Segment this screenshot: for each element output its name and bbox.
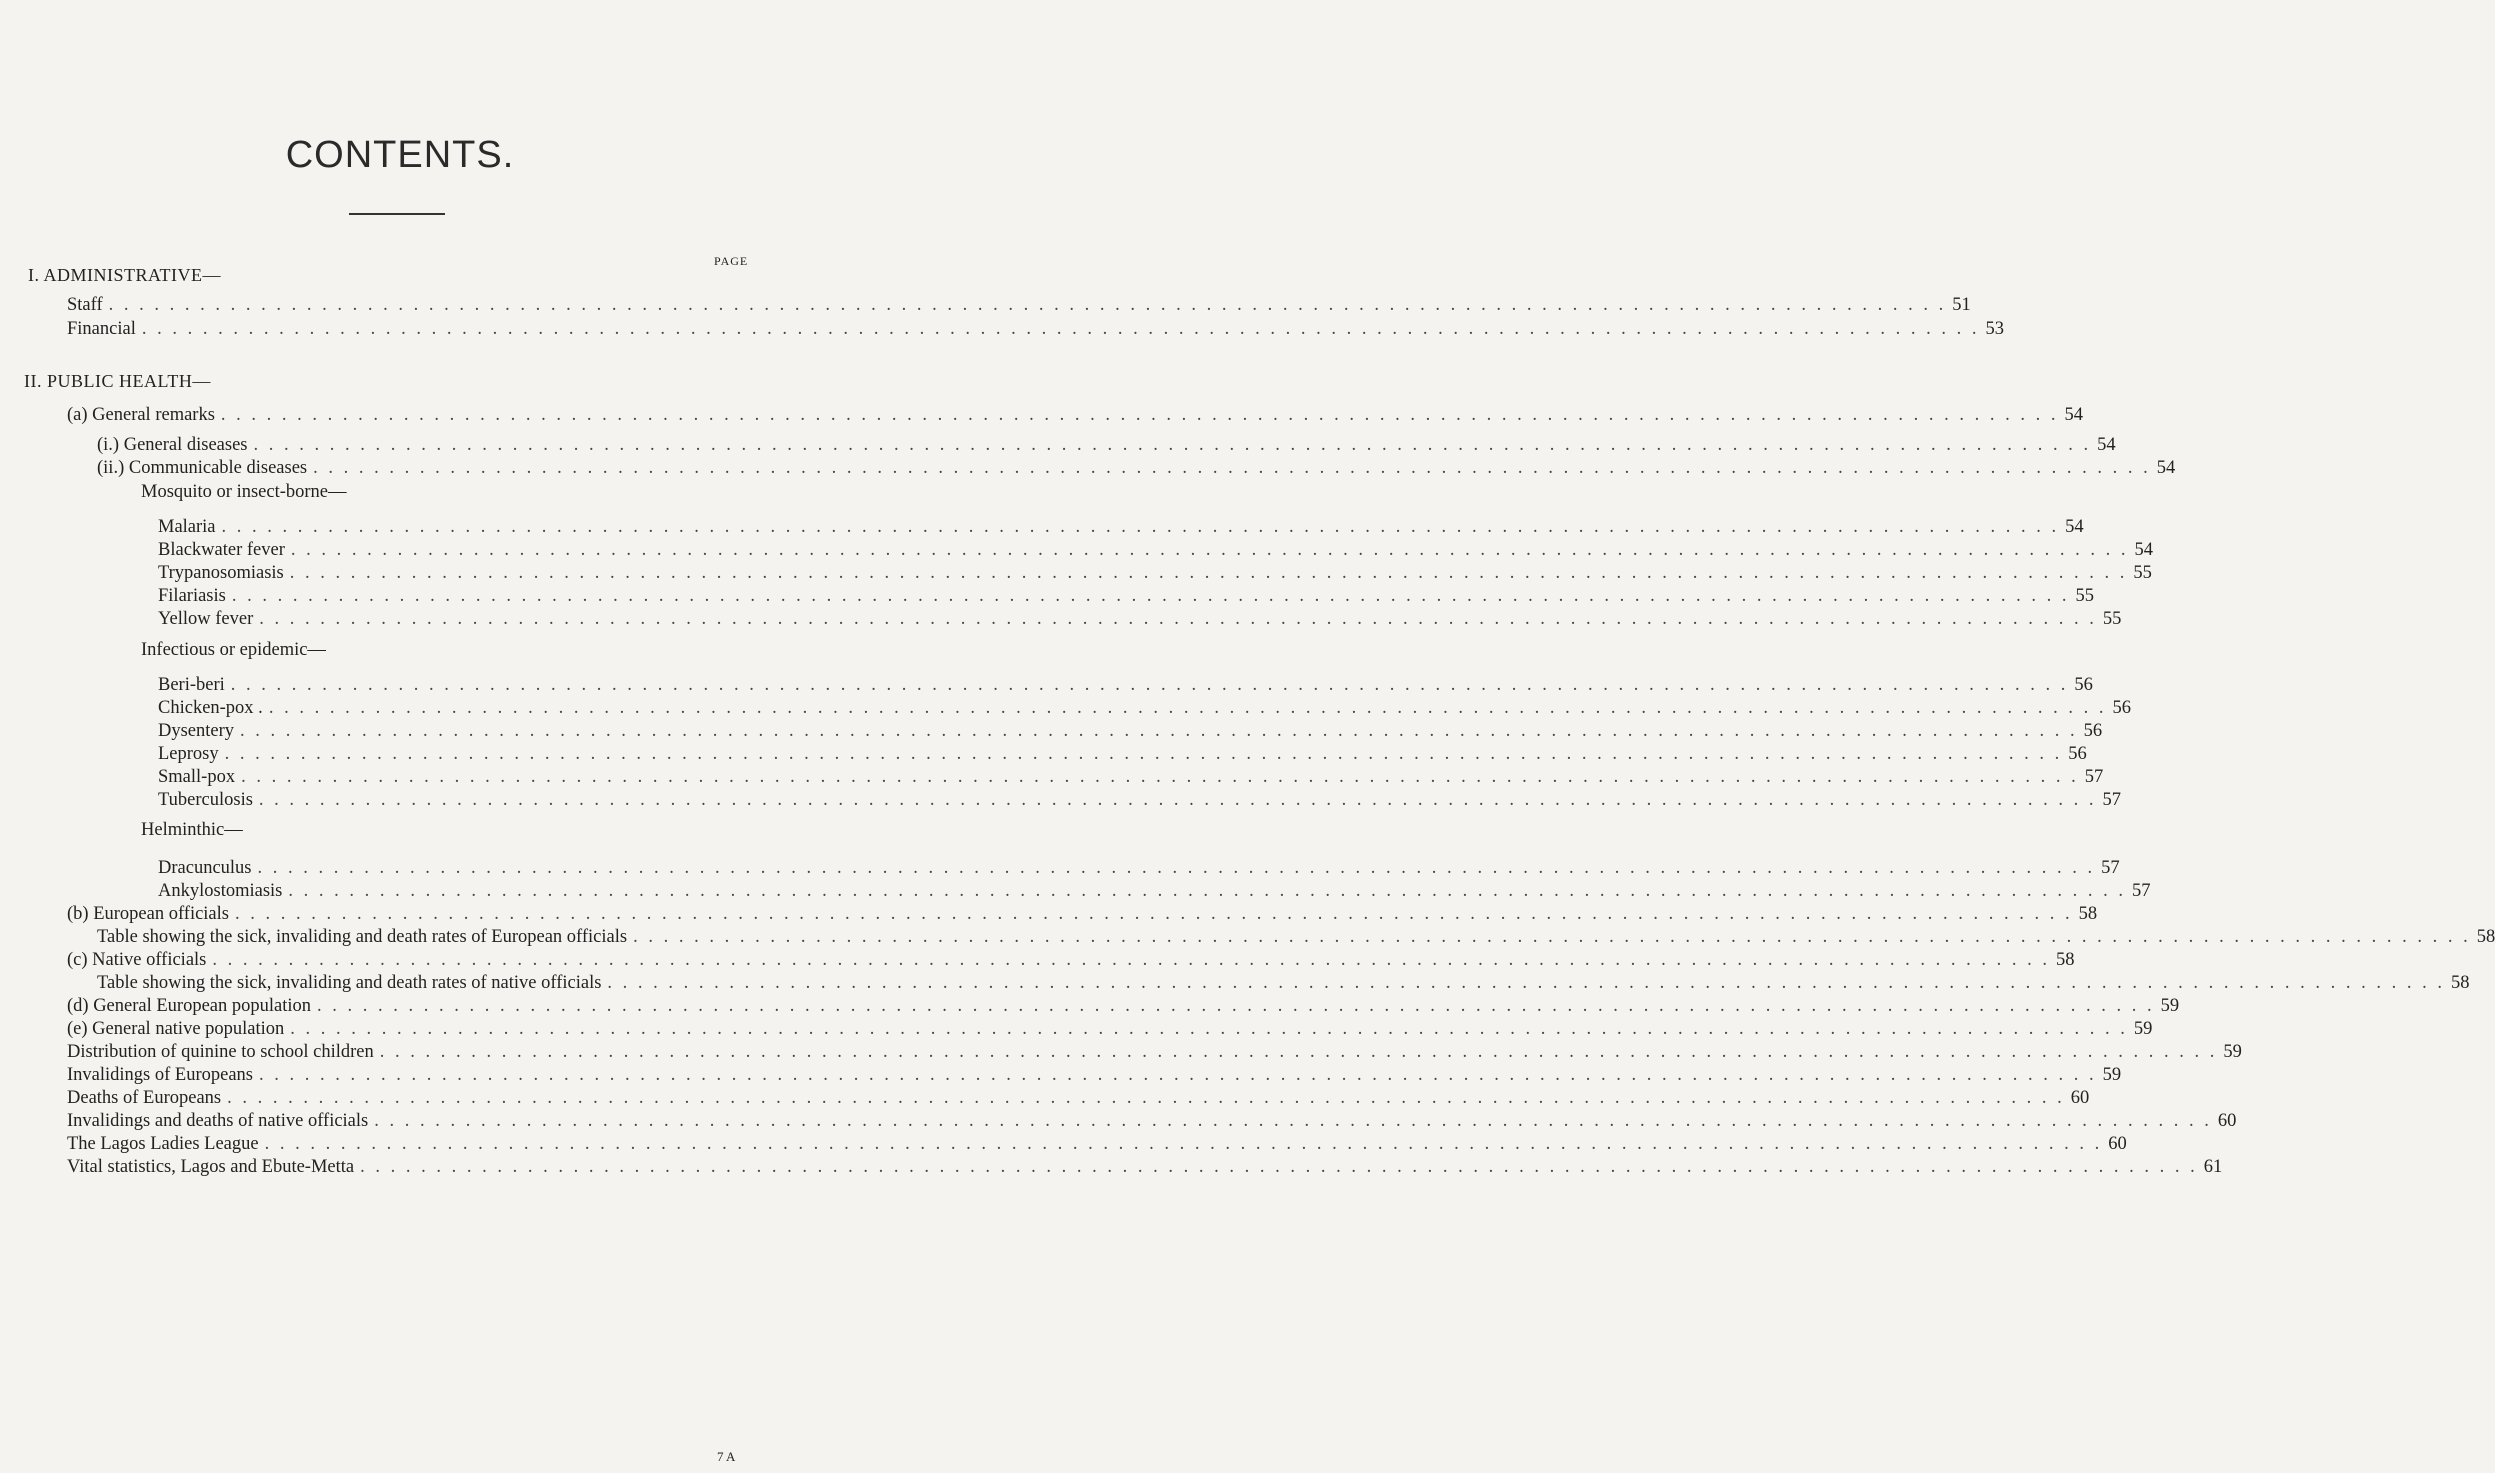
entry-label: Tuberculosis [158, 790, 253, 810]
leader-dots: . . . . . . . . . . . . . . . . . . . . . . . . . . . . . . . . . . . . . . . . . . . . . . . . . . . . . . . . . . . . . . . . . . . . . . . . . . . . . . . . . . . . . . . . . . . . . . . . . . . . . . . . . . . . . . . . . . . . . . . . . [258, 790, 2097, 810]
leader-dots: . . . . . . . . . . . . . . . . . . . . . . . . . . . . . . . . . . . . . . . . . . . . . . . . . . . . . . . . . . . . . . . . . . . . . . . . . . . . . . . . . . . . . . . . . . . . . . . . . . . . . . . . . . . . . . . . . . . . . . . . . [234, 904, 2073, 924]
leader-dots: . . . . . . . . . . . . . . . . . . . . . . . . . . . . . . . . . . . . . . . . . . . . . . . . . . . . . . . . . . . . . . . . . . . . . . . . . . . . . . . . . . . . . . . . . . . . . . . . . . . . . . . . . . . . . . . . . . . . . . . . . [240, 721, 2078, 741]
entry-page: 57 [2101, 858, 2120, 878]
entry-page: 60 [2070, 1088, 2090, 1108]
leader-dots: . . . . . . . . . . . . . . . . . . . . . . . . . . . . . . . . . . . . . . . . . . . . . . . . . . . . . . . . . . . . . . . . . . . . . . . . . . . . . . . . . . . . . . . . . . . . . . . . . . . . . . . . . . . . . . . . . . . . . . . . . [379, 1042, 2218, 1062]
entry-page: 55 [2133, 563, 2152, 583]
leader-dots: . . . . . . . . . . . . . . . . . . . . . . . . . . . . . . . . . . . . . . . . . . . . . . . . . . . . . . . . . . . . . . . . . . . . . . . . . . . . . . . . . . . . . . . . . . . . . . . . . . . . . . . . . . . . . . . . . . . . . . . . . [264, 1134, 2103, 1154]
leader-dots: . . . . . . . . . . . . . . . . . . . . . . . . . . . . . . . . . . . . . . . . . . . . . . . . . . . . . . . . . . . . . . . . . . . . . . . . . . . . . . . . . . . . . . . . . . . . . . . . . . . . . . . . . . . . . . . . . . . . . . . . . [288, 881, 2126, 901]
entry-label: Ankylostomiasis [158, 881, 283, 901]
entry-page: 60 [2217, 1111, 2237, 1131]
entry-page: 58 [2078, 904, 2098, 924]
entry-page: 54 [2134, 540, 2153, 560]
leader-dots: . . . . . . . . . . . . . . . . . . . . . . . . . . . . . . . . . . . . . . . . . . . . . . . . . . . . . . . . . . . . . . . . . . . . . . . . . . . . . . . . . . . . . . . . . . . . . . . . . . . . . . . . . . . . . . . . . . . . . . . . . [221, 517, 2060, 537]
toc-entry-staff [67, 290, 1971, 316]
leader-dots: . . . . . . . . . . . . . . . . . . . . . . . . . . . . . . . . . . . . . . . . . . . . . . . . . . . . . . . . . . . . . . . . . . . . . . . . . . . . . . . . . . . . . . . . . . . . . . . . . . . . . . . . . . . . . . . . . . . . . . . . . [360, 1157, 2198, 1177]
entry-label: (c) Native officials [67, 950, 207, 970]
leader-dots: . . . . . . . . . . . . . . . . . . . . . . . . . . . . . . . . . . . . . . . . . . . . . . . . . . . . . . . . . . . . . . . . . . . . . . . . . . . . . . . . . . . . . . . . . . . . . . . . . . . . . . . . . . . . . . . . . . . . . . . . . [259, 609, 2097, 629]
entry-page: 59 [2102, 1065, 2122, 1085]
entry-label: The Lagos Ladies League [67, 1134, 259, 1154]
entry-page: 58 [2476, 927, 2495, 947]
entry-page: 53 [1985, 319, 2004, 339]
entry-page: 57 [2132, 881, 2151, 901]
section-heading-public-health: II. PUBLIC HEALTH— [24, 371, 211, 391]
leader-dots: . . . . . . . . . . . . . . . . . . . . . . . . . . . . . . . . . . . . . . . . . . . . . . . . . . . . . . . . . . . . . . . . . . . . . . . . . . . . . . . . . . . . . . . . . . . . . . . . . . . . . . . . . . . . . . . . . . . . . . . . . [313, 458, 2151, 478]
entry-label: Staff [67, 295, 103, 315]
entry-label: Trypanosomiasis [158, 563, 284, 583]
entry-label: Dysentery [158, 721, 235, 741]
entry-label: Filariasis [158, 586, 226, 606]
entry-page: 54 [2065, 517, 2084, 537]
toc-entry-tuberculosis [158, 785, 2122, 811]
entry-page: 55 [2075, 586, 2094, 606]
entry-page: 57 [2084, 767, 2104, 787]
title-divider [349, 213, 445, 215]
entry-label: Financial [67, 319, 136, 339]
entry-label: (ii.) Communicable diseases [97, 458, 308, 478]
subheading-helminthic: Helminthic— [141, 820, 243, 840]
entry-page: 54 [2097, 435, 2116, 455]
entry-label: Malaria [158, 517, 216, 537]
entry-page: 58 [2056, 950, 2075, 970]
entry-page: 60 [2108, 1134, 2127, 1154]
entry-label: Table showing the sick, invaliding and death rates of native officials [97, 973, 602, 993]
entry-page: 59 [2223, 1042, 2242, 1062]
entry-label: Vital statistics, Lagos and Ebute-Metta [67, 1157, 355, 1177]
leader-dots: . . . . . . . . . . . . . . . . . . . . . . . . . . . . . . . . . . . . . . . . . . . . . . . . . . . . . . . . . . . . . . . . . . . . . . . . . . . . . . . . . . . . . . . . . . . . . . . . . . . . . . . . . . . . . . . . . . . . . . . . . [289, 563, 2128, 583]
leader-dots: . . . . . . . . . . . . . . . . . . . . . . . . . . . . . . . . . . . . . . . . . . . . . . . . . . . . . . . . . . . . . . . . . . . . . . . . . . . . . . . . . . . . . . . . . . . . . . . . . . . . . . . . . . . . . . . . . . . . . . . . . [231, 586, 2070, 606]
entry-label: Chicken-pox . [158, 698, 263, 718]
entry-label: Deaths of Europeans [67, 1088, 222, 1108]
entry-page: 61 [2203, 1157, 2223, 1177]
entry-label: Invalidings of Europeans [67, 1065, 253, 1085]
entry-label: (e) General native population [67, 1019, 285, 1039]
leader-dots: . . . . . . . . . . . . . . . . . . . . . . . . . . . . . . . . . . . . . . . . . . . . . . . . . . . . . . . . . . . . . . . . . . . . . . . . . . . . . . . . . . . . . . . . . . . . . . . . . . . . . . . . . . . . . . . . . . . . . . . . . [227, 1088, 2065, 1108]
entry-label: Distribution of quinine to school children [67, 1042, 374, 1062]
leader-dots: . . . . . . . . . . . . . . . . . . . . . . . . . . . . . . . . . . . . . . . . . . . . . . . . . . . . . . . . . . . . . . . . . . . . . . . . . . . . . . . . . . . . . . . . . . . . . . . . . . . . . . . . . . . . . . . . . . . . . . . . . [259, 1065, 2097, 1085]
leader-dots: . . . . . . . . . . . . . . . . . . . . . . . . . . . . . . . . . . . . . . . . . . . . . . . . . . . . . . . . . . . . . . . . . . . . . . . . . . . . . . . . . . . . . . . . . . . . . . . . . . . . . . . . . . . . . . . . . . . . . . . . . [224, 744, 2063, 764]
entry-page: 54 [2064, 405, 2084, 425]
entry-label: (d) General European population [67, 996, 312, 1016]
entry-page: 55 [2102, 609, 2122, 629]
entry-label: Leprosy [158, 744, 219, 764]
leader-dots: . . . . . . . . . . . . . . . . . . . . . . . . . . . . . . . . . . . . . . . . . . . . . . . . . . . . . . . . . . . . . . . . . . . . . . . . . . . . . . . . . . . . . . . . . . . . . . . . . . . . . . . . . . . . . . . . . . . . . . . . . [607, 973, 2446, 993]
page-title: CONTENTS. [285, 134, 515, 176]
leader-dots: . . . . . . . . . . . . . . . . . . . . . . . . . . . . . . . . . . . . . . . . . . . . . . . . . . . . . . . . . . . . . . . . . . . . . . . . . . . . . . . . . . . . . . . . . . . . . . . . . . . . . . . . . . . . . . . . . . . . . . . . . [230, 675, 2069, 695]
entry-page: 59 [2133, 1019, 2153, 1039]
entry-page: 54 [2156, 458, 2176, 478]
leader-dots: . . . . . . . . . . . . . . . . . . . . . . . . . . . . . . . . . . . . . . . . . . . . . . . . . . . . . . . . . . . . . . . . . . . . . . . . . . . . . . . . . . . . . . . . . . . . . . . . . . . . . . . . . . . . . . . . . . . . . . . . . [633, 927, 2471, 947]
entry-label: Blackwater fever [158, 540, 285, 560]
entry-page: 58 [2451, 973, 2470, 993]
signature-mark: 7 A [717, 1449, 736, 1464]
leader-dots: . . . . . . . . . . . . . . . . . . . . . . . . . . . . . . . . . . . . . . . . . . . . . . . . . . . . . . . . . . . . . . . . . . . . . . . . . . . . . . . . . . . . . . . . . . . . . . . . . . . . . . . . . . . . . . . . . . . . . . . . . [257, 858, 2096, 878]
leader-dots: . . . . . . . . . . . . . . . . . . . . . . . . . . . . . . . . . . . . . . . . . . . . . . . . . . . . . . . . . . . . . . . . . . . . . . . . . . . . . . . . . . . . . . . . . . . . . . . . . . . . . . . . . . . . . . . . . . . . . . . . . [212, 950, 2050, 970]
section-heading-administrative: I. ADMINISTRATIVE— [28, 265, 221, 285]
leader-dots: . . . . . . . . . . . . . . . . . . . . . . . . . . . . . . . . . . . . . . . . . . . . . . . . . . . . . . . . . . . . . . . . . . . . . . . . . . . . . . . . . . . . . . . . . . . . . . . . . . . . . . . . . . . . . . . . . . . . . . . . . [374, 1111, 2212, 1131]
entry-page: 56 [2112, 698, 2131, 718]
subheading-infectious: Infectious or epidemic— [141, 640, 326, 660]
entry-label: Table showing the sick, invaliding and death rates of European officials [97, 927, 628, 947]
entry-label: Small-pox [158, 767, 236, 787]
page-column-header: PAGE [714, 254, 749, 268]
toc-entry-yellow-fever [158, 604, 2122, 630]
leader-dots: . . . . . . . . . . . . . . . . . . . . . . . . . . . . . . . . . . . . . . . . . . . . . . . . . . . . . . . . . . . . . . . . . . . . . . . . . . . . . . . . . . . . . . . . . . . . . . . . . . . . . . . . . . . . . . . . . . . . . . . . . [268, 698, 2107, 718]
entry-label: (i.) General diseases [97, 435, 248, 455]
entry-label: Beri-beri [158, 675, 225, 695]
leader-dots: . . . . . . . . . . . . . . . . . . . . . . . . . . . . . . . . . . . . . . . . . . . . . . . . . . . . . . . . . . . . . . . . . . . . . . . . . . . . . . . . . . . . . . . . . . . . . . . . . . . . . . . . . . . . . . . . . . . . . . . . . [253, 435, 2092, 455]
entry-page: 51 [1952, 295, 1971, 315]
entry-page: 59 [2160, 996, 2180, 1016]
leader-dots: . . . . . . . . . . . . . . . . . . . . . . . . . . . . . . . . . . . . . . . . . . . . . . . . . . . . . . . . . . . . . . . . . . . . . . . . . . . . . . . . . . . . . . . . . . . . . . . . . . . . . . . . . . . . . . . . . . . . . . . . . [290, 1019, 2128, 1039]
entry-label: (b) European officials [67, 904, 229, 924]
toc-entry-vital-statistics [67, 1152, 2223, 1178]
entry-page: 56 [2083, 721, 2103, 741]
leader-dots: . . . . . . . . . . . . . . . . . . . . . . . . . . . . . . . . . . . . . . . . . . . . . . . . . . . . . . . . . . . . . . . . . . . . . . . . . . . . . . . . . . . . . . . . . . . . . . . . . . . . . . . . . . . . . . . . . . . . . . . . . [220, 405, 2059, 425]
toc-entry-financial [67, 314, 2004, 340]
entry-page: 57 [2102, 790, 2122, 810]
leader-dots: . . . . . . . . . . . . . . . . . . . . . . . . . . . . . . . . . . . . . . . . . . . . . . . . . . . . . . . . . . . . . . . . . . . . . . . . . . . . . . . . . . . . . . . . . . . . . . . . . . . . . . . . . . . . . . . . . . . . . . . . . [317, 996, 2155, 1016]
entry-page: 56 [2068, 744, 2087, 764]
leader-dots: . . . . . . . . . . . . . . . . . . . . . . . . . . . . . . . . . . . . . . . . . . . . . . . . . . . . . . . . . . . . . . . . . . . . . . . . . . . . . . . . . . . . . . . . . . . . . . . . . . . . . . . . . . . . . . . . . . . . . . . . . [108, 295, 1947, 315]
entry-label: Invalidings and deaths of native officials [67, 1111, 369, 1131]
leader-dots: . . . . . . . . . . . . . . . . . . . . . . . . . . . . . . . . . . . . . . . . . . . . . . . . . . . . . . . . . . . . . . . . . . . . . . . . . . . . . . . . . . . . . . . . . . . . . . . . . . . . . . . . . . . . . . . . . . . . . . . . . [141, 319, 1980, 339]
leader-dots: . . . . . . . . . . . . . . . . . . . . . . . . . . . . . . . . . . . . . . . . . . . . . . . . . . . . . . . . . . . . . . . . . . . . . . . . . . . . . . . . . . . . . . . . . . . . . . . . . . . . . . . . . . . . . . . . . . . . . . . . . [290, 540, 2129, 560]
entry-label: Dracunculus [158, 858, 252, 878]
toc-entry-communicable-diseases [97, 453, 2176, 479]
entry-label: (a) General remarks [67, 405, 215, 425]
entry-page: 56 [2074, 675, 2093, 695]
leader-dots: . . . . . . . . . . . . . . . . . . . . . . . . . . . . . . . . . . . . . . . . . . . . . . . . . . . . . . . . . . . . . . . . . . . . . . . . . . . . . . . . . . . . . . . . . . . . . . . . . . . . . . . . . . . . . . . . . . . . . . . . . [241, 767, 2079, 787]
entry-label: Yellow fever [158, 609, 254, 629]
subheading-mosquito: Mosquito or insect-borne— [141, 482, 347, 502]
toc-entry-general-remarks [67, 400, 2084, 426]
